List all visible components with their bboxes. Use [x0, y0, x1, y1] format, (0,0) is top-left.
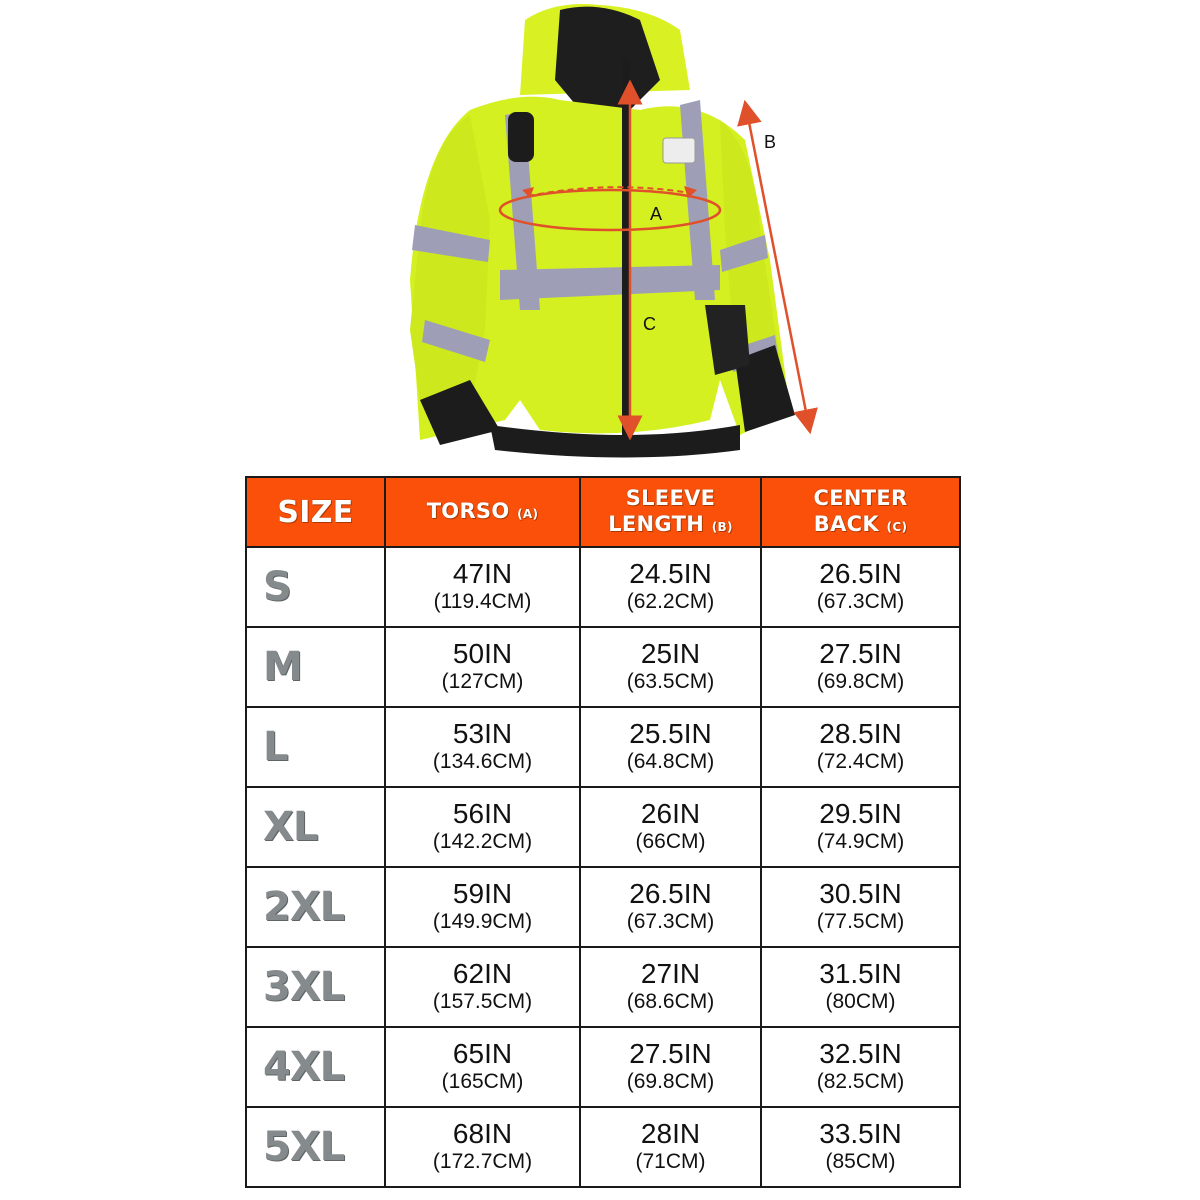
table-row [246, 787, 960, 867]
back-cell [761, 707, 960, 787]
back-cm: (72.4CM) [816, 750, 905, 773]
header-torso [385, 477, 580, 547]
torso-in: 68IN [452, 1118, 513, 1149]
back-cell [761, 1027, 960, 1107]
sleeve-cell [580, 1107, 761, 1187]
sleeve-in: 28IN [640, 1118, 701, 1149]
sleeve-cm: (66CM) [635, 830, 706, 853]
header-sleeve-line1: SLEEVE [625, 485, 716, 510]
sleeve-in: 25.5IN [629, 718, 712, 749]
header-torso-label: TORSO [426, 498, 510, 523]
table-row [246, 707, 960, 787]
table-row [246, 1107, 960, 1187]
size-cell: 2XL [246, 867, 385, 947]
label-b: B [764, 132, 777, 152]
back-cm: (69.8CM) [816, 670, 905, 693]
sleeve-cm: (64.8CM) [626, 750, 715, 773]
label-a: A [650, 204, 663, 224]
table-row [246, 547, 960, 627]
jacket-icon [0, 0, 1200, 470]
size-cell: S [246, 547, 385, 627]
sleeve-in: 24.5IN [629, 558, 712, 589]
back-cm: (82.5CM) [816, 1070, 905, 1093]
torso-cm: (119.4CM) [433, 590, 532, 613]
torso-cell [385, 627, 580, 707]
torso-cm: (142.2CM) [432, 830, 533, 853]
torso-cm: (165CM) [441, 1070, 524, 1093]
back-in: 30.5IN [819, 878, 902, 909]
back-in: 33.5IN [819, 1118, 902, 1149]
table-row [246, 627, 960, 707]
sleeve-in: 25IN [640, 638, 701, 669]
back-cm: (85CM) [825, 1150, 896, 1173]
sleeve-cm: (62.2CM) [626, 590, 715, 613]
torso-cm: (127CM) [441, 670, 524, 693]
back-cell [761, 947, 960, 1027]
torso-in: 62IN [452, 958, 513, 989]
table-row [246, 1027, 960, 1107]
torso-in: 47IN [452, 558, 513, 589]
torso-cell [385, 867, 580, 947]
back-cell [761, 787, 960, 867]
sleeve-cm: (63.5CM) [626, 670, 715, 693]
header-back-line1: CENTER [813, 485, 908, 510]
torso-cell [385, 707, 580, 787]
table-header-row [246, 477, 960, 547]
back-cm: (80CM) [825, 990, 896, 1013]
jacket-illustration [0, 0, 1200, 470]
size-cell: L [246, 707, 385, 787]
torso-cm: (172.7CM) [432, 1150, 533, 1173]
header-sleeve-length [580, 477, 761, 547]
label-c: C [643, 314, 656, 334]
header-size: SIZE [246, 477, 385, 547]
torso-cm: (157.5CM) [432, 990, 533, 1013]
sleeve-cm: (71CM) [635, 1150, 706, 1173]
torso-cm: (134.6CM) [432, 750, 533, 773]
sleeve-cell [580, 547, 761, 627]
torso-in: 65IN [452, 1038, 513, 1069]
size-cell: M [246, 627, 385, 707]
header-sleeve-sub: (B) [711, 519, 733, 534]
back-in: 31.5IN [819, 958, 902, 989]
torso-in: 50IN [452, 638, 513, 669]
back-cell [761, 867, 960, 947]
back-in: 28.5IN [819, 718, 902, 749]
sleeve-cell [580, 787, 761, 867]
torso-cm: (149.9CM) [432, 910, 533, 933]
sleeve-cm: (68.6CM) [626, 990, 715, 1013]
sleeve-cell [580, 867, 761, 947]
sleeve-cm: (67.3CM) [626, 910, 715, 933]
sleeve-in: 27.5IN [629, 1038, 712, 1069]
back-in: 27.5IN [819, 638, 902, 669]
torso-in: 56IN [452, 798, 513, 829]
sleeve-in: 26IN [640, 798, 701, 829]
sleeve-in: 26.5IN [629, 878, 712, 909]
table-row [246, 867, 960, 947]
sleeve-cm: (69.8CM) [626, 1070, 715, 1093]
back-cell [761, 547, 960, 627]
sleeve-in: 27IN [640, 958, 701, 989]
torso-cell [385, 787, 580, 867]
back-cell [761, 627, 960, 707]
table-row [246, 947, 960, 1027]
torso-cell [385, 947, 580, 1027]
back-in: 26.5IN [819, 558, 902, 589]
back-cm: (67.3CM) [816, 590, 905, 613]
torso-cell [385, 1027, 580, 1107]
torso-in: 59IN [452, 878, 513, 909]
torso-in: 53IN [452, 718, 513, 749]
sleeve-cell [580, 707, 761, 787]
header-sleeve-line2: LENGTH [608, 511, 705, 536]
back-cm: (74.9CM) [816, 830, 905, 853]
back-in: 32.5IN [819, 1038, 902, 1069]
size-cell: 4XL [246, 1027, 385, 1107]
sleeve-cell [580, 947, 761, 1027]
size-cell: XL [246, 787, 385, 867]
back-cm: (77.5CM) [816, 910, 905, 933]
back-in: 29.5IN [819, 798, 902, 829]
header-back-sub: (C) [886, 519, 908, 534]
size-cell: 5XL [246, 1107, 385, 1187]
size-chart-table [245, 476, 961, 1188]
header-back-line2: BACK [813, 511, 879, 536]
torso-cell [385, 1107, 580, 1187]
sleeve-cell [580, 1027, 761, 1107]
back-cell [761, 1107, 960, 1187]
header-center-back [761, 477, 960, 547]
size-cell: 3XL [246, 947, 385, 1027]
torso-cell [385, 547, 580, 627]
sleeve-cell [580, 627, 761, 707]
header-torso-sub: (A) [517, 506, 539, 521]
